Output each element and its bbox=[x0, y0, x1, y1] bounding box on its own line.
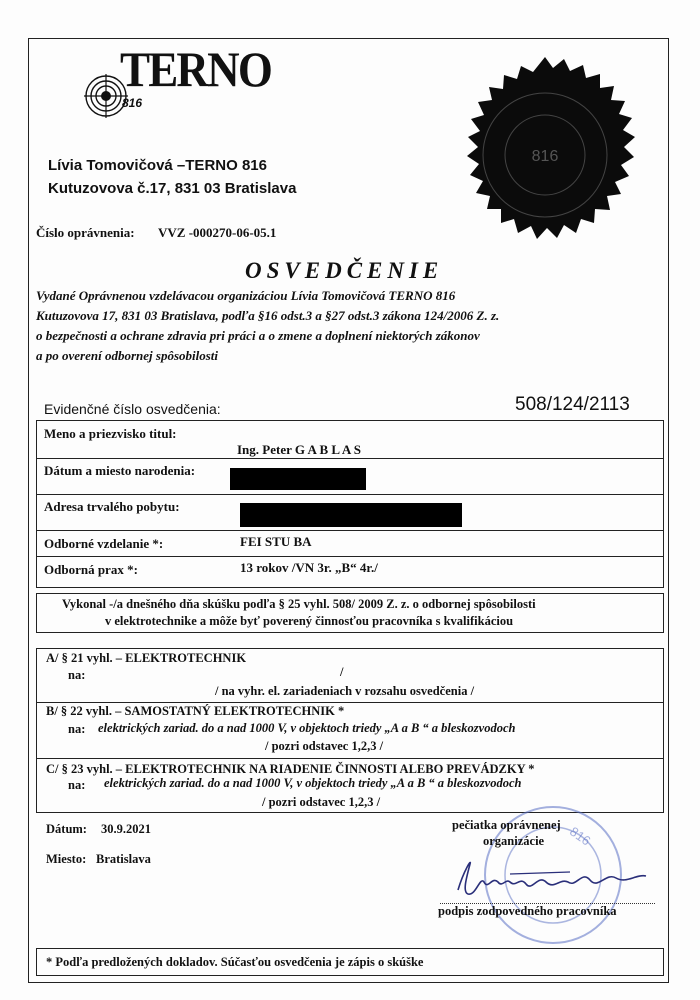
issuer-name: Lívia Tomovičová –TERNO 816 bbox=[48, 157, 267, 174]
redacted-address bbox=[240, 503, 462, 527]
row-divider bbox=[36, 530, 664, 531]
intro-line-4: a po overení odbornej spôsobilosti bbox=[36, 348, 219, 363]
svg-text:816: 816 bbox=[567, 823, 594, 849]
logo-brand: TERNO bbox=[120, 41, 272, 97]
date-label: Dátum: bbox=[46, 822, 87, 836]
place-value: Bratislava bbox=[96, 852, 151, 866]
row-divider bbox=[36, 494, 664, 495]
name-value: Ing. Peter G A B L A S bbox=[237, 442, 362, 457]
document-title: OSVEDČENIE bbox=[245, 258, 444, 283]
record-label: Evidenčné číslo osvedčenia: bbox=[44, 401, 221, 417]
stamp-label-2: organizácie bbox=[483, 834, 545, 848]
section-c-scope: elektrických zariad. do a nad 1000 V, v objektoch triedy „A a B “ a bleskozvodoch bbox=[104, 776, 522, 790]
section-divider bbox=[36, 758, 664, 759]
education-value: FEI STU BA bbox=[240, 534, 312, 549]
signature-label: podpis zodpovedného pracovníka bbox=[438, 904, 617, 918]
education-label: Odborné vzdelanie *: bbox=[44, 536, 164, 551]
exam-line-2: v elektrotechnike a môže byť poverený činnosťou pracovníka s kvalifikáciou bbox=[105, 614, 514, 628]
name-label: Meno a priezvisko titul: bbox=[44, 426, 177, 441]
section-a-slash: / bbox=[340, 665, 344, 679]
section-c-title: C/ § 23 vyhl. – ELEKTROTECHNIK NA RIADENIE ČINNOSTI ALEBO PREVÁDZKY * bbox=[46, 762, 535, 776]
address-label: Adresa trvalého pobytu: bbox=[44, 499, 180, 514]
seal-center-text: 816 bbox=[531, 148, 559, 165]
license-number: VVZ -000270-06-05.1 bbox=[158, 225, 277, 240]
practice-value: 13 rokov /VN 3r. „B“ 4r./ bbox=[240, 560, 378, 575]
section-a-na: na: bbox=[68, 668, 86, 682]
section-b-scope: elektrických zariad. do a nad 1000 V, v objektoch triedy „A a B “ a bleskozvodoch bbox=[98, 721, 516, 735]
place-label: Miesto: bbox=[46, 852, 87, 866]
date-value: 30.9.2021 bbox=[101, 822, 151, 836]
handwritten-signature bbox=[450, 852, 650, 902]
exam-line-1: Vykonal -/a dnešného dňa skúšku podľa § 25 vyhl. 508/ 2009 Z. z. o odbornej spôsobilosti bbox=[62, 597, 536, 611]
section-b-ref: / pozri odstavec 1,2,3 / bbox=[265, 739, 384, 753]
redacted-birth-data bbox=[230, 468, 366, 490]
section-c-na: na: bbox=[68, 778, 86, 792]
section-a-scope: / na vyhr. el. zariadeniach v rozsahu osvedčenia / bbox=[215, 684, 475, 698]
section-a-title: A/ § 21 vyhl. – ELEKTROTECHNIK bbox=[46, 651, 247, 665]
terno-logo bbox=[82, 40, 272, 115]
section-divider bbox=[36, 702, 664, 703]
intro-line-3: o bezpečnosti a ochrane zdravia pri práci a o zmene a doplnení niektorých zákonov bbox=[36, 328, 480, 343]
section-b-title: B/ § 22 vyhl. – SAMOSTATNÝ ELEKTROTECHNIK * bbox=[46, 704, 345, 718]
logo-number: 816 bbox=[122, 96, 143, 110]
practice-label: Odborná prax *: bbox=[44, 562, 138, 577]
official-seal bbox=[440, 55, 650, 265]
intro-line-2: Kutuzovova 17, 831 03 Bratislava, podľa §16 odst.3 a §27 odst.3 zákona 124/2006 Z. z. bbox=[36, 308, 500, 323]
row-divider bbox=[36, 556, 664, 557]
record-number: 508/124/2113 bbox=[515, 394, 630, 415]
section-c-ref: / pozri odstavec 1,2,3 / bbox=[262, 795, 381, 809]
stamp-label-1: pečiatka oprávnenej bbox=[452, 818, 561, 832]
license-label: Číslo oprávnenia: bbox=[36, 225, 135, 240]
row-divider bbox=[36, 458, 664, 459]
intro-line-1: Vydané Oprávnenou vzdelávacou organizáciou Lívia Tomovičová TERNO 816 bbox=[36, 288, 456, 303]
footnote: * Podľa predložených dokladov. Súčasťou osvedčenia je zápis o skúške bbox=[46, 955, 424, 969]
issuer-address: Kutuzovova č.17, 831 03 Bratislava bbox=[48, 180, 297, 197]
section-b-na: na: bbox=[68, 722, 86, 736]
birth-label: Dátum a miesto narodenia: bbox=[44, 463, 196, 478]
